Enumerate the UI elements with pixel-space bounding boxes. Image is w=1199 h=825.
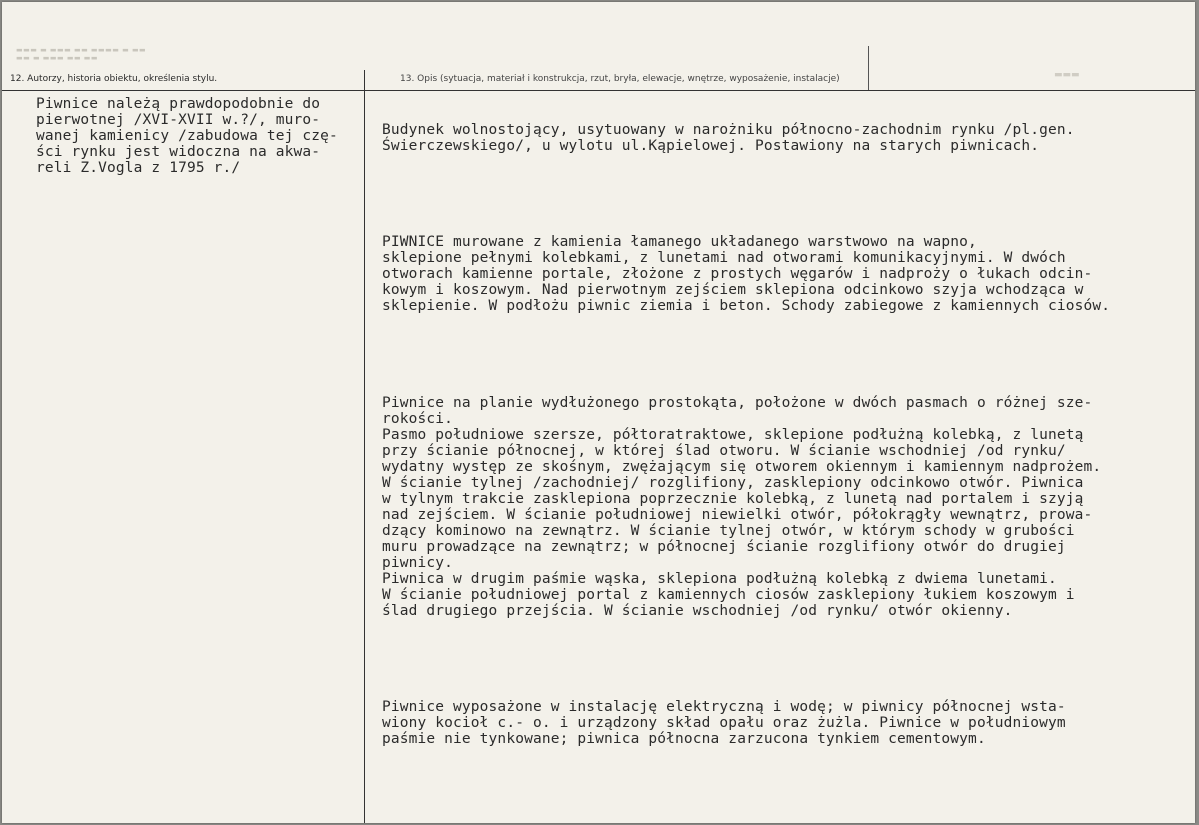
description-paragraph: Piwnice wyposażone w instalację elektryczną i wodę; w piwnicy północnej wsta- wiony kocioł c.- o. i urządzony skład opału oraz żużla. Piwnice w południowym paśmie nie tynkowane; piwnica północna zarzucona tynkiem cementowym. [382, 699, 1066, 747]
faded-corner-mark: ▬▬▬ [1054, 70, 1080, 80]
description-paragraph: PIWNICE murowane z kamienia łamanego układanego warstwowo na wapno, sklepione pełnymi kolebkami, z lunetami nad otworami komunikacyjnymi. W dwóch otworach kamienne portale, złożone z prostych węgarów i nadproży o łukach odcin- kowym i koszowym. Nad pierwotnym zejściem sklepiona odcinkowo szyja wchodząca w sklepienie. W podłożu piwnic ziemia i beton. Schody zabiegowe z kamiennych ciosów. [382, 234, 1111, 314]
description-paragraph: Budynek wolnostojący, usytuowany w narożniku północno-zachodnim rynku /pl.gen. Świerczewskiego/, u wylotu ul.Kąpielowej. Postawiony na starych piwnicach. [382, 122, 1075, 154]
column-tick [868, 46, 869, 90]
section-12-label: 12. Autorzy, historia obiektu, określenia stylu. [10, 74, 218, 84]
record-card [2, 2, 1195, 823]
history-text: Piwnice należą prawdopodobnie do pierwotnej /XVI-XVII w.?/, muro- wanej kamienicy /zabudowa tej czę- ści rynku jest widoczna na akwa- reli Z.Vogla z 1795 r./ [36, 96, 338, 176]
column-divider [364, 70, 365, 823]
section-13-label: 13. Opis (sytuacja, materiał i konstrukcja, rzut, bryła, elewacje, wnętrze, wyposażenie, instalacje) [400, 74, 840, 84]
description-text [382, 90, 1110, 779]
faded-header-marks: ▬▬▬ ▬ ▬▬▬ ▬▬ ▬▬▬▬ ▬ ▬▬ ▬▬ ▬ ▬▬▬ ▬▬ ▬▬ [16, 46, 147, 62]
description-paragraph: Piwnice na planie wydłużonego prostokąta, położone w dwóch pasmach o różnej sze- rokości. Pasmo południowe szersze, półtoratraktowe, sklepione podłużną kolebką, z lunetą przy ścianie północnej, w której ślad otworu. W ścianie wschodniej /od rynku/ wydatny występ ze skośnym, zwężającym się otworem okiennym i kamiennym nadprożem. W ścianie tylnej /zachodniej/ rozglifiony, zasklepiony odcinkowo otwór. Piwnica w tylnym trakcie zasklepiona poprzecznie kolebką, z lunetą nad portalem i szyją nad zejściem. W ścianie południowej niewielki otwór, półokrągły wewnątrz, prowa- dzący kominowo na zewnątrz. W ścianie tylnej otwór, w którym schody w grubości muru prowadzące na zewnątrz; w północnej ścianie rozglifiony otwór do drugiej piwnicy. Piwnica w drugim paśmie wąska, sklepiona podłużną kolebką z dwiema lunetami. W ścianie południowej portal z kamiennych ciosów zasklepiony łukiem koszowym i ślad drugiego przejścia. W ścianie wschodniej /od rynku/ otwór okienny. [382, 395, 1102, 619]
